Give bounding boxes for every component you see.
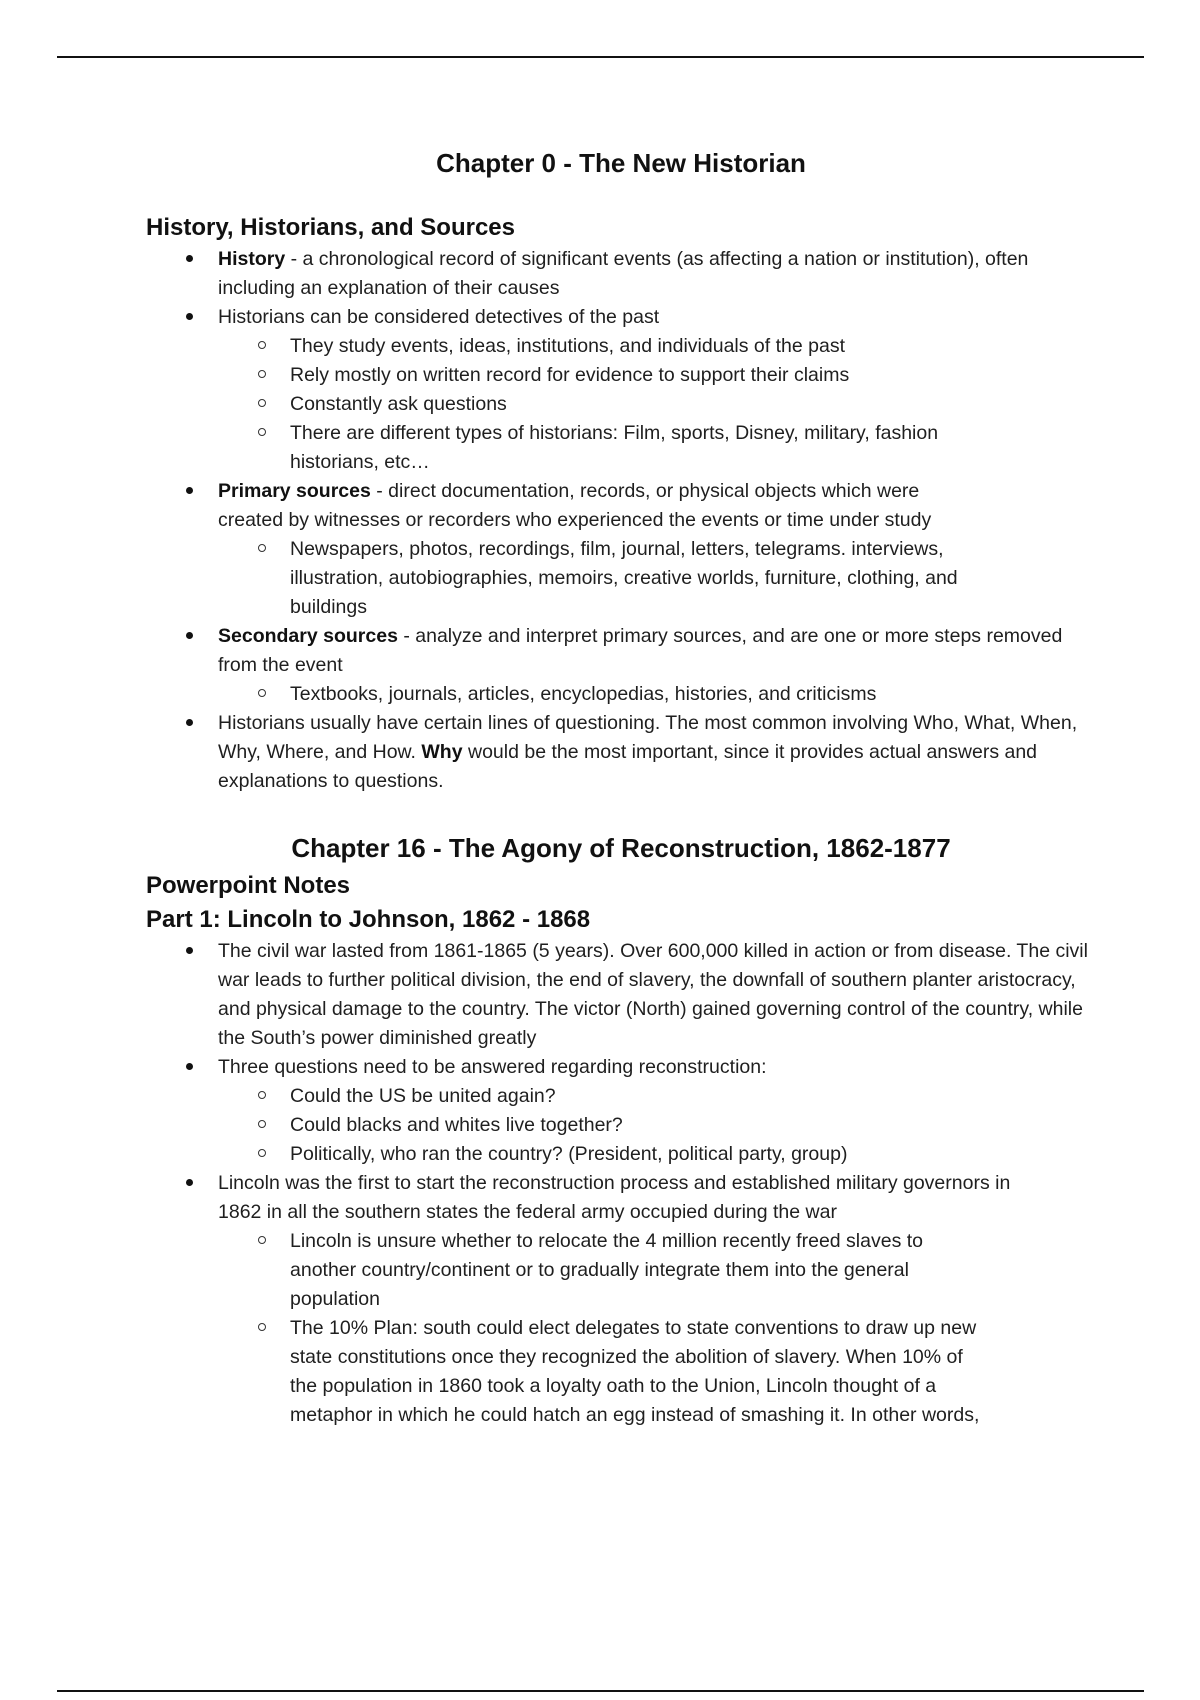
sub-list-item — [218, 361, 1096, 390]
bullet-icon — [182, 477, 196, 506]
bullet-icon — [182, 937, 196, 966]
list-item — [146, 1169, 1096, 1430]
sub-list-item — [218, 1227, 1046, 1314]
sub-item-text: Newspapers, photos, recordings, film, journal, letters, telegrams. interviews, illustration, autobiographies, memoirs, creative worlds, furniture, clothing, and buildings — [290, 538, 958, 618]
list-item — [146, 1053, 1096, 1169]
term-why: Why — [421, 741, 463, 763]
circle-bullet-icon — [255, 1140, 269, 1169]
list-item — [146, 937, 1096, 1053]
sub-list-item — [218, 1140, 1096, 1169]
circle-bullet-icon — [255, 535, 269, 564]
circle-bullet-icon — [255, 1314, 269, 1343]
bottom-page-rule — [57, 1690, 1144, 1692]
list-item — [146, 303, 1096, 477]
chapter-0-title: Chapter 0 - The New Historian — [436, 148, 806, 178]
sub-list-item — [218, 535, 976, 622]
sub-item-text: The 10% Plan: south could elect delegates to state conventions to draw up new state constitutions once they recognized the abolition of slavery. When 10% of the population in 1860 took a loyalty oath to the Union, Lincoln thought of a metaphor in which he could hatch an egg instead of smashing it. In other words, — [290, 1317, 980, 1426]
circle-bullet-icon — [255, 680, 269, 709]
definition-text: - direct documentation, records, or physical objects which were created by witnesses or recorders who experienced the events or time under study — [218, 480, 932, 531]
list-item — [146, 245, 1096, 303]
sub-item-text: They study events, ideas, institutions, and individuals of the past — [290, 335, 845, 357]
sub-list-item — [218, 1082, 1096, 1111]
bullet-icon — [182, 1169, 196, 1198]
sub-item-text: Constantly ask questions — [290, 393, 507, 415]
sub-item-text: Could the US be united again? — [290, 1085, 556, 1107]
circle-bullet-icon — [255, 1082, 269, 1111]
item-text: Historians can be considered detectives of the past — [218, 306, 660, 328]
term-secondary-sources: Secondary sources — [218, 625, 398, 647]
sub-item-text: Could blacks and whites live together? — [290, 1114, 623, 1136]
sub-list — [218, 535, 976, 622]
top-page-rule — [57, 56, 1144, 58]
bullet-icon — [182, 303, 196, 332]
sub-list-item — [218, 419, 1096, 477]
sub-item-text: Rely mostly on written record for evidence to support their claims — [290, 364, 850, 386]
powerpoint-notes-heading: Powerpoint Notes — [146, 872, 351, 899]
sub-item-text: Politically, who ran the country? (President, political party, group) — [290, 1143, 848, 1165]
sub-list — [218, 680, 1096, 709]
section-heading-history-sources: History, Historians, and Sources — [146, 214, 515, 241]
sub-item-text: There are different types of historians: Film, sports, Disney, military, fashion historians, etc… — [290, 422, 939, 473]
sub-item-text: Lincoln is unsure whether to relocate the 4 million recently freed slaves to another country/continent or to gradually integrate them into the general population — [290, 1230, 923, 1310]
circle-bullet-icon — [255, 419, 269, 448]
circle-bullet-icon — [255, 390, 269, 419]
item-text: would be the most important, since it provides actual answers and explanations to questions. — [218, 741, 1038, 792]
definition-text: - analyze and interpret primary sources, and are one or more steps removed from the event — [218, 625, 1063, 676]
list-item — [146, 477, 1096, 622]
sub-list-item — [218, 332, 1096, 361]
chapter-16-bullet-list — [146, 937, 1096, 1430]
sub-list — [218, 1082, 1096, 1169]
sub-list-item — [218, 1314, 1046, 1430]
bullet-icon — [182, 709, 196, 738]
chapter-16-title: Chapter 16 - The Agony of Reconstruction, 1862-1877 — [291, 833, 951, 863]
term-history: History — [218, 248, 286, 270]
sub-list — [218, 1227, 1046, 1430]
item-text: Lincoln was the first to start the reconstruction process and established military governors in 1862 in all the southern states the federal army occupied during the war — [218, 1172, 1011, 1223]
sub-list-item — [218, 680, 1096, 709]
item-text: The civil war lasted from 1861-1865 (5 years). Over 600,000 killed in action or from disease. The civil war leads to further political division, the end of slavery, the downfall of southern planter aristocracy, and physical damage to the country. The victor (North) gained governing control of the country, while the South’s power diminished greatly — [218, 940, 1088, 1049]
sub-item-text: Textbooks, journals, articles, encyclopedias, histories, and criticisms — [290, 683, 877, 705]
circle-bullet-icon — [255, 361, 269, 390]
part-1-heading: Part 1: Lincoln to Johnson, 1862 - 1868 — [146, 906, 591, 933]
term-primary-sources: Primary sources — [218, 480, 371, 502]
list-item — [146, 709, 1096, 796]
list-item — [146, 622, 1096, 709]
item-text: Three questions need to be answered regarding reconstruction: — [218, 1056, 767, 1078]
bullet-icon — [182, 622, 196, 651]
circle-bullet-icon — [255, 1227, 269, 1256]
bullet-icon — [182, 245, 196, 274]
chapter-0-bullet-list — [146, 245, 1096, 796]
circle-bullet-icon — [255, 1111, 269, 1140]
sub-list-item — [218, 390, 1096, 419]
bullet-icon — [182, 1053, 196, 1082]
definition-text: - a chronological record of significant events (as affecting a nation or institution), often including an explanation of their causes — [218, 248, 1029, 299]
sub-list-item — [218, 1111, 1096, 1140]
circle-bullet-icon — [255, 332, 269, 361]
sub-list — [218, 332, 1096, 477]
item-text: Historians usually have certain lines of questioning. The most common involving Who, What, When, Why, Where, and How. — [218, 712, 1078, 763]
